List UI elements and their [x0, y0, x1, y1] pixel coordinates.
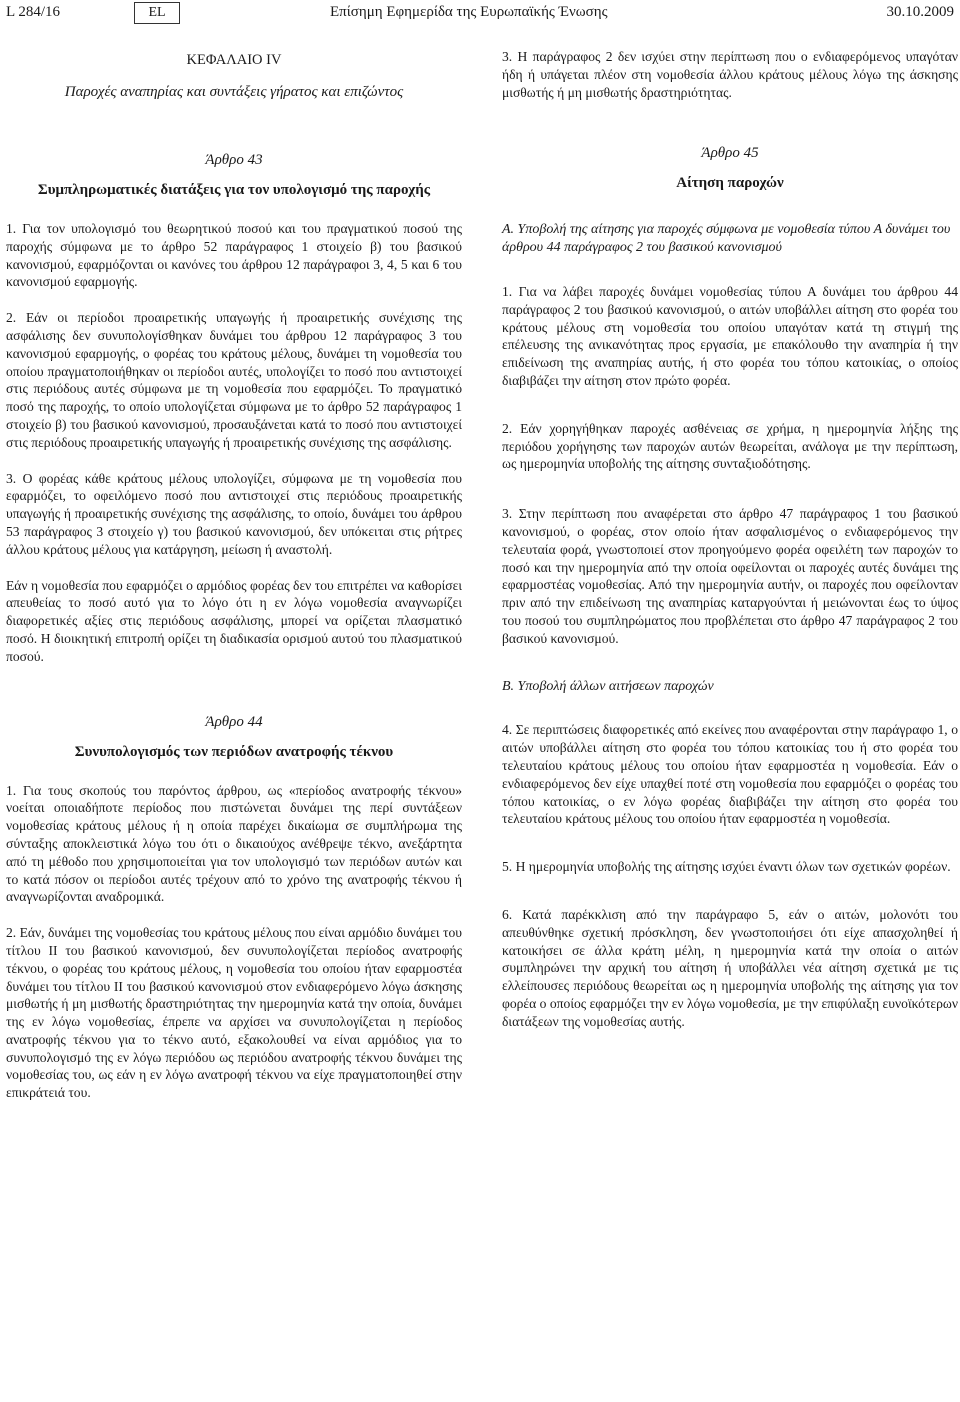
article-43-paragraph-1: 1. Για τον υπολογισμό του θεωρητικού ποσού και του πραγματικού ποσού της παροχής σύμφωνα με το άρθρο 52 παράγραφος 1 στοιχείο β) του βασικού κανονισμού, εφαρμόζονται οι κανόνες του άρθρου 12 παράγραφοι 3, 4, 5 και 6 του κανονισμού εφαρμογής. [6, 221, 462, 290]
chapter-label: ΚΕΦΑΛΑΙΟ IV [186, 52, 282, 68]
article-45-paragraph-3: 3. Στην περίπτωση που αναφέρεται στο άρθρο 47 παράγραφος 1 του βασικού κανονισμού, ο φορέας, στον οποίο ήταν ασφαλισμένος ο ενδιαφερόμενος την τελευταία φορά, γνωστοποιεί στον προηγούμενο φορέα οφειλέτη των παροχών το ποσό και την ημερομηνία από την οποία οφείλονται οι παροχές αυτές δυνάμει της εφαρμοστέας νομοθεσίας. Από την ημερομηνία αυτήν, οι παροχές που οφείλονταν πριν από την επιδείνωση της αναπηρίας καταργούνται ή μειώνονται έως το ύψος του ποσού του συμπληρώματος που προβλέπεται στο άρθρο 47 παράγραφος 2 του βασικού κανονισμού. [502, 506, 958, 646]
article-45-label: Άρθρο 45 [701, 145, 759, 162]
article-43-label: Άρθρο 43 [205, 152, 263, 168]
article-45-paragraph-1: 1. Για να λάβει παροχές δυνάμει νομοθεσίας τύπου Α δυνάμει του άρθρου 44 παράγραφος 2 του βασικού κανονισμού, ο αιτών υποβάλλει αίτηση στο φορέα του κράτους μέλους στη νομοθεσία του οποίου υπαγόταν κατά τη στιγμή της επέλευσης της ανικανότητας προς εργασία, με επακόλουθο την αναπηρία ή την επιδείνωση της αναπηρίας αυτής, ή στο φορέα του τόπου κατοικίας, ο οποίος διαβιβάζει την αίτηση στον πρώτο φορέα. [502, 283, 958, 388]
article-43-paragraph-2: 2. Εάν οι περίοδοι προαιρετικής υπαγωγής ή προαιρετικής συνέχισης της ασφάλισης δεν συνυπολογίσθηκαν δυνάμει του άρθρου 12 παράγραφος 3 του κανονισμού εφαρμογής, ο φορέας του κράτους μέλους, δυνάμει τη νομοθεσία του οποίου πραγματοποιήθηκαν οι περίοδοι αυτές, υπολογίζει το ποσό που αντιστοιχεί στις περιόδους αυτές σύμφωνα με τη νομοθεσία που εφαρμόζει. Το πραγματικό ποσό της παροχής, το οποίο υπολογίζεται σύμφωνα με το άρθρο 52 παράγραφος 1 στοιχείο β) του βασικού κανονισμού, προσαυξάνεται κατά το ποσό που αντιστοιχεί στις περιόδους προαιρετικής υπαγωγής ή προαιρετικής συνέχισης της ασφάλισης. [6, 310, 462, 450]
issue-date: 30.10.2009 [886, 4, 954, 20]
language-badge: EL [134, 2, 180, 24]
article-45-paragraph-2: 2. Εάν χορηγήθηκαν παροχές ασθένειας σε χρήμα, η ημερομηνία λήξης της περιόδου χορήγησης των παροχών αυτών θεωρείται, ανάλογα με την περίπτωση, ως ημερομηνία υποβολής της αίτησης συνταξιοδότησης. [502, 420, 958, 472]
page-header [0, 0, 960, 30]
article-44-paragraph-2: 2. Εάν, δυνάμει της νομοθεσίας του κράτους μέλους που είναι αρμόδιο δυνάμει του τίτλου II του βασικού κανονισμού, δεν συνυπολογίζεται περίοδος ανατροφής τέκνου, ο φορέας του κράτους μέλους, η νομοθεσία του οποίου ήταν εφαρμοστέα δυνάμει του τίτλου II του βασικού κανονισμού στον ενδιαφερόμενο λόγω άσκησης μισθωτής ή μη μισθωτής δραστηριότητας την ημερομηνία κατά την οποία, δυνάμει της εν λόγω νομοθεσίας, έπρεπε να αρχίσει να συνυπολογίζεται η περίοδος ανατροφής τέκνου για το τέκνο αυτό, εξακολουθεί να είναι αρμόδιος για το συνυπολογισμό της εν λόγω περιόδου ως περιόδου ανατροφής τέκνου δυνάμει της νομοθεσίας του, ως εάν η εν λόγω ανατροφή τέκνου να είχε πραγματοποιηθεί στην επικράτειά του. [6, 925, 462, 1101]
article-44-label: Άρθρο 44 [205, 713, 263, 730]
journal-title: Επίσημη Εφημερίδα της Ευρωπαϊκής Ένωσης [330, 4, 608, 20]
article-44-paragraph-3: 3. Η παράγραφος 2 δεν ισχύει στην περίπτωση που ο ενδιαφερόμενος υπαγόταν ήδη ή υπάγεται πλέον στη νομοθεσία άλλου κράτους μέλους λόγω της άσκησης μισθωτής ή μη μισθωτής δραστηριότητας. [502, 49, 958, 100]
article-45-paragraph-5: 5. Η ημερομηνία υποβολής της αίτησης ισχύει έναντι όλων των σχετικών φορέων. [502, 859, 951, 875]
article-44-title: Συνυπολογισμός των περιόδων ανατροφής τέκνου [74, 743, 394, 760]
article-43-title: Συμπληρωματικές διατάξεις για τον υπολογισμό της παροχής [37, 182, 431, 198]
chapter-title: Παροχές αναπηρίας και συντάξεις γήρατος και επιζώντος [64, 84, 404, 100]
article-43-paragraph-3: 3. Ο φορέας κάθε κράτους μέλους υπολογίζει, σύμφωνα με τη νομοθεσία που εφαρμόζει, το οφειλόμενο ποσό που αντιστοιχεί στις περιόδους προαιρετικής υπαγωγής ή προαιρετικής συνέχισης της ασφάλισης, το οποίο, δυνάμει του άρθρου 53 παράγραφος 3 στοιχείο γ) του βασικού κανονισμού, δεν υπόκειται στις ρήτρες άλλου κράτους μέλους για κατάργηση, μείωση ή αναστολή. [6, 470, 462, 557]
article-44-paragraph-1: 1. Για τους σκοπούς του παρόντος άρθρου, ως «περίοδος ανατροφής τέκνου» νοείται οποιαδήποτε περίοδος που πιστώνεται δυνάμει της περί συντάξεων νομοθεσίας κράτους μέλους ή η οποία παρέχει δικαίωμα σε συμπλήρωμα της σύνταξης αποκλειστικά λόγω του ότι ο δικαιούχος ανέθρεψε τέκνο, ανεξάρτητα από τη μέθοδο που χρησιμοποιείται για τον υπολογισμό των περιόδων αυτών και το κατά πόσον οι περίοδοι αυτές τρέχουν από το χρόνο της ανατροφής τέκνου ή αναγνωρίζονται αναδρομικά. [6, 782, 462, 905]
page-number: L 284/16 [6, 4, 61, 20]
section-a-heading: Α. Υποβολή της αίτησης για παροχές σύμφωνα με νομοθεσία τύπου Α δυνάμει του άρθρου 44 παράγραφος 2 του βασικού κανονισμού [502, 222, 951, 256]
article-45-paragraph-4: 4. Σε περιπτώσεις διαφορετικές από εκείνες που αναφέρονται στην παράγραφο 1, ο αιτών υποβάλλει αίτηση στο φορέα του τόπου κατοικίας του ή στο φορέα του τελευταίου κράτους μέλους του οποίου ήταν εφαρμοστέα η νομοθεσία. Εάν ο ενδιαφερόμενος δεν είχε υπαχθεί ποτέ στη νομοθεσία που εφαρμόζει ο φορέας του τόπου κατοικίας, ο εν λόγω φορέας διαβιβάζει την αίτηση στο φορέα του τελευταίου κράτους μέλους του οποίου ήταν εφαρμοστέα η νομοθεσία. [502, 722, 958, 827]
article-45-paragraph-6: 6. Κατά παρέκκλιση από την παράγραφο 5, εάν ο αιτών, μολονότι του απευθύνθηκε σχετική πρόσκληση, δεν γνωστοποιήσει ότι είχε απασχοληθεί ή κατοικήσει σε άλλα κράτη μέλη, η ημερομηνία κατά την οποία ο αιτών συμπληρώνει την αρχική του αίτηση ή υποβάλλει νέα αίτηση σχετικά με τις ελλείπουσες περιόδους θεωρείται ως η ημερομηνία υποβολής της αίτησης για τον φορέα ο οποίος εφαρμόζει την εν λόγω νομοθεσία, με την επιφύλαξη ευνοϊκότερων διατάξεων της νομοθεσίας αυτής. [502, 906, 958, 1029]
right-column [502, 40, 958, 1030]
article-43-paragraph-4: Εάν η νομοθεσία που εφαρμόζει ο αρμόδιος φορέας δεν του επιτρέπει να καθορίσει απευθείας το ποσό αυτό για το λόγο ότι η εν λόγω νομοθεσία αναγνωρίζει διαφορετικές αξίες στις περιόδους ασφάλισης, μπορεί να ορίζεται πλασματικό ποσό. Η διοικητική επιτροπή ορίζει τη διαδικασία ορισμού αυτού του πλασματικού ποσού. [6, 577, 462, 664]
left-column [6, 40, 462, 1102]
section-b-heading: Β. Υποβολή άλλων αιτήσεων παροχών [502, 678, 714, 694]
article-45-title: Αίτηση παροχών [676, 175, 784, 192]
